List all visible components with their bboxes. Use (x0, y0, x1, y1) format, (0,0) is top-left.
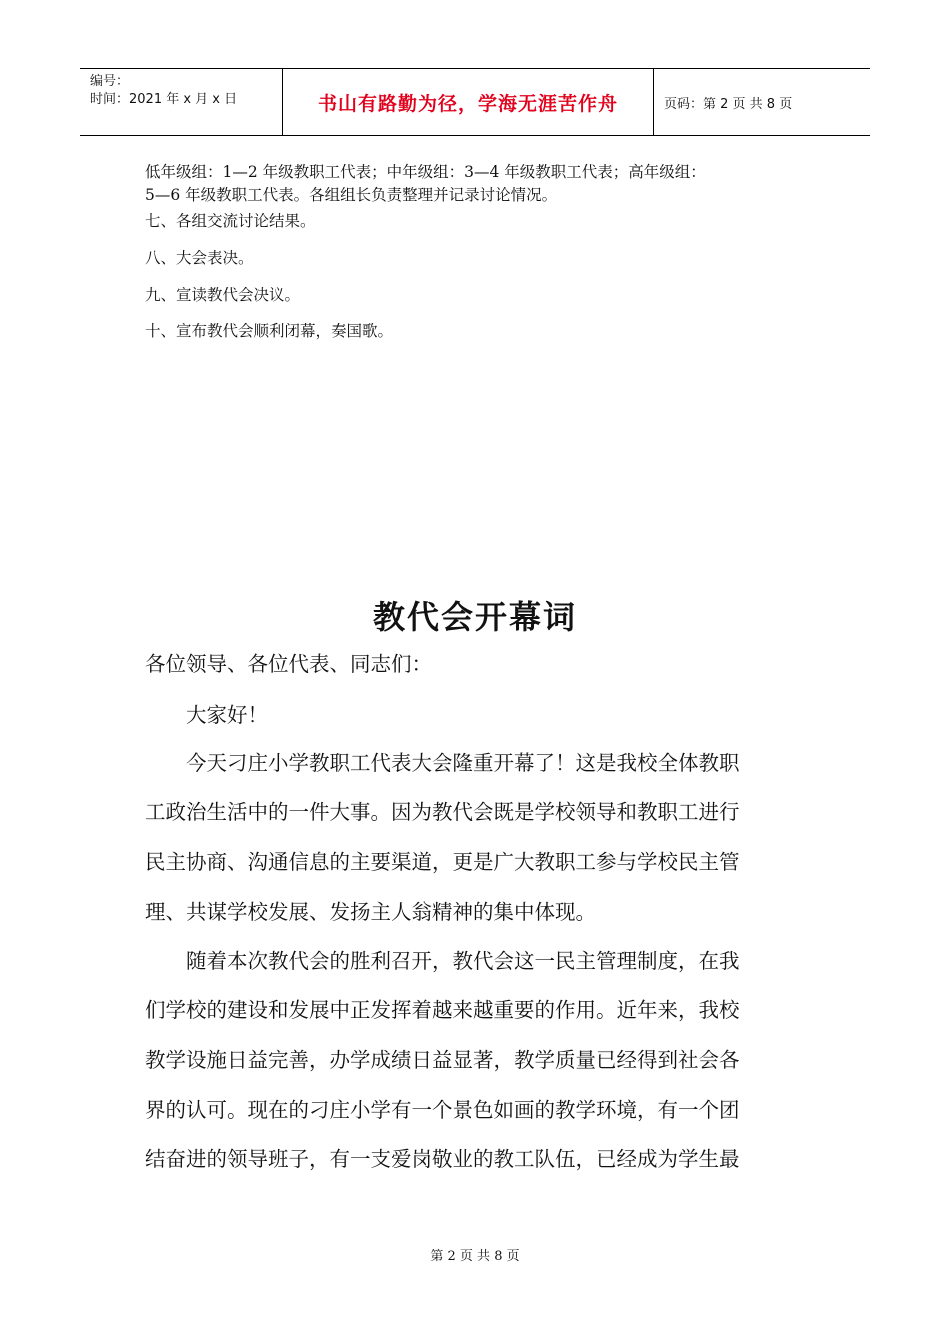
page-footer: 第 2 页 共 8 页 (430, 1249, 520, 1264)
agenda-line: 低年级组：1—2 年级教职工代表；中年级组：3—4 年级教职工代表；高年级组： (145, 163, 706, 181)
speech-line: 们学校的建设和发展中正发挥着越来越重要的作用。近年来，我校 (145, 998, 740, 1022)
speech-title: 教代会开幕词 (372, 598, 577, 636)
speech-line: 随着本次教代会的胜利召开，教代会这一民主管理制度，在我 (145, 949, 740, 973)
agenda-item-8: 八、大会表决。 (145, 249, 254, 267)
speech-line: 结奋进的领导班子，有一支爱岗敬业的教工队伍，已经成为学生最 (145, 1147, 740, 1171)
page-header (80, 68, 870, 136)
speech-line: 民主协商、沟通信息的主要渠道，更是广大教职工参与学校民主管 (145, 850, 740, 874)
agenda-item-9: 九、宣读教代会决议。 (145, 286, 301, 304)
agenda-line: 5—6 年级教职工代表。各组组长负责整理并记录讨论情况。 (145, 186, 558, 204)
header-motto: 书山有路勤为径，学海无涯苦作舟 (282, 69, 654, 135)
speech-line: 工政治生活中的一件大事。因为教代会既是学校领导和教职工进行 (145, 800, 740, 824)
speech-line: 今天刁庄小学教职工代表大会隆重开幕了！这是我校全体教职 (145, 751, 740, 775)
speech-greeting: 大家好！ (145, 703, 268, 727)
agenda-item-7: 七、各组交流讨论结果。 (145, 212, 316, 230)
header-page-info: 页码：第 2 页 共 8 页 (664, 96, 793, 112)
speech-line: 界的认可。现在的刁庄小学有一个景色如画的教学环境，有一个团 (145, 1098, 740, 1122)
document-number-label: 编号： (90, 74, 130, 89)
speech-line: 教学设施日益完善，办学成绩日益显著，教学质量已经得到社会各 (145, 1048, 740, 1072)
header-meta (80, 69, 282, 135)
document-date: 时间：2021 年 x 月 x 日 (90, 92, 238, 107)
speech-line: 理、共谋学校发展、发扬主人翁精神的集中体现。 (145, 900, 596, 924)
speech-salutation: 各位领导、各位代表、同志们： (145, 652, 432, 676)
agenda-item-10: 十、宣布教代会顺利闭幕，奏国歌。 (145, 322, 394, 340)
